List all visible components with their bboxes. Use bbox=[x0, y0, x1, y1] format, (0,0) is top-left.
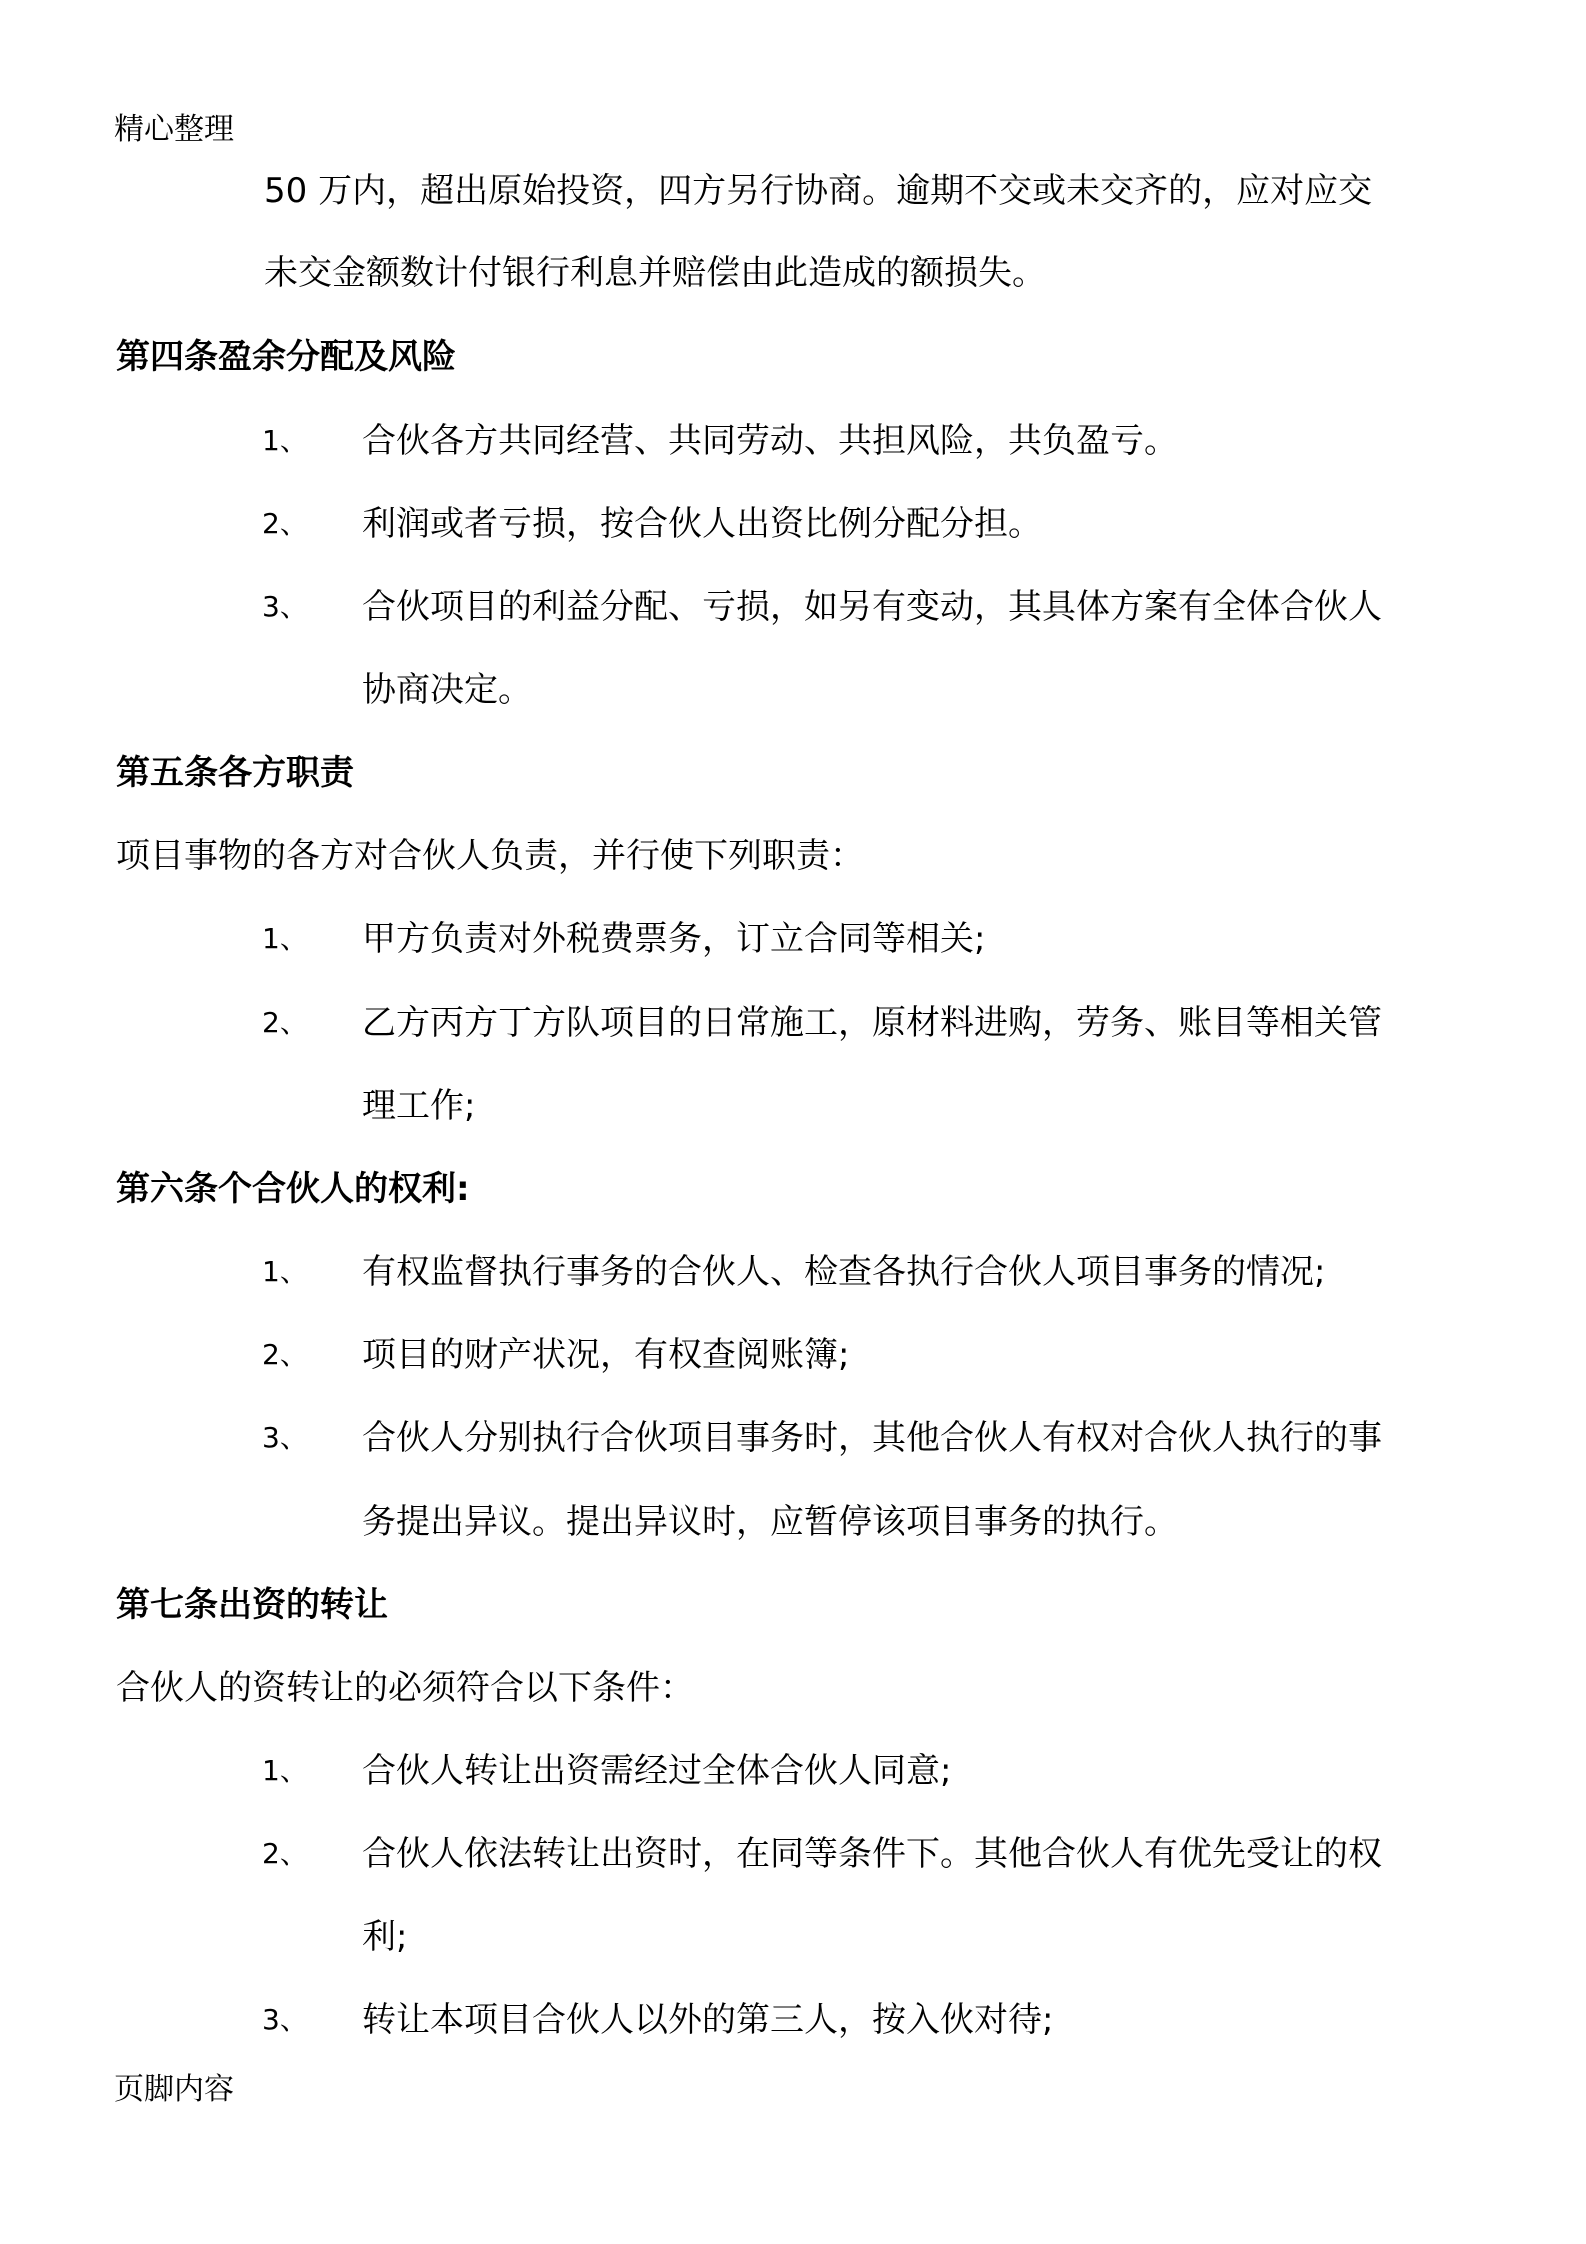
section-heading: 第六条个合伙人的权利: bbox=[116, 1169, 470, 1209]
list-number: 2、 bbox=[262, 1837, 308, 1870]
list-item: 乙方丙方丁方队项目的日常施工，原材料进购，劳务、账目等相关管 bbox=[362, 1003, 1382, 1043]
section-intro: 项目事物的各方对合伙人负责，并行使下列职责： bbox=[116, 836, 864, 876]
list-item-continuation: 利; bbox=[362, 1917, 408, 1957]
list-number: 2、 bbox=[262, 507, 308, 540]
continuation-line: 50 万内，超出原始投资，四方另行协商。逾期不交或未交齐的，应对应交 bbox=[264, 171, 1373, 211]
list-item-continuation: 协商决定。 bbox=[362, 670, 532, 710]
list-number: 3、 bbox=[262, 1421, 308, 1454]
list-item: 合伙各方共同经营、共同劳动、共担风险，共负盈亏。 bbox=[362, 421, 1178, 461]
list-item: 有权监督执行事务的合伙人、检查各执行合伙人项目事务的情况; bbox=[362, 1252, 1326, 1292]
list-number: 1、 bbox=[262, 1255, 308, 1288]
list-item: 合伙人转让出资需经过全体合伙人同意; bbox=[362, 1751, 952, 1791]
list-item-continuation: 理工作; bbox=[362, 1086, 476, 1126]
list-item: 合伙项目的利益分配、亏损，如另有变动，其具体方案有全体合伙人 bbox=[362, 587, 1382, 627]
section-heading: 第五条各方职责 bbox=[116, 753, 354, 793]
list-item-continuation: 务提出异议。提出异议时，应暂停该项目事务的执行。 bbox=[362, 1502, 1178, 1542]
list-number: 2、 bbox=[262, 1006, 308, 1039]
page-header: 精心整理 bbox=[114, 112, 234, 147]
list-item: 利润或者亏损，按合伙人出资比例分配分担。 bbox=[362, 504, 1042, 544]
list-item: 合伙人分别执行合伙项目事务时，其他合伙人有权对合伙人执行的事 bbox=[362, 1418, 1382, 1458]
section-heading: 第七条出资的转让 bbox=[116, 1585, 388, 1625]
page-footer: 页脚内容 bbox=[114, 2072, 234, 2107]
section-heading: 第四条盈余分配及风险 bbox=[116, 337, 456, 377]
list-number: 1、 bbox=[262, 922, 308, 955]
list-item: 甲方负责对外税费票务，订立合同等相关; bbox=[362, 919, 986, 959]
list-item: 转让本项目合伙人以外的第三人，按入伙对待; bbox=[362, 2000, 1054, 2040]
continuation-line: 未交金额数计付银行利息并赔偿由此造成的额损失。 bbox=[264, 253, 1046, 293]
list-number: 1、 bbox=[262, 1754, 308, 1787]
list-number: 1、 bbox=[262, 424, 308, 457]
section-intro: 合伙人的资转让的必须符合以下条件： bbox=[116, 1668, 694, 1708]
list-item: 合伙人依法转让出资时，在同等条件下。其他合伙人有优先受让的权 bbox=[362, 1834, 1382, 1874]
list-number: 3、 bbox=[262, 2003, 308, 2036]
list-number: 2、 bbox=[262, 1338, 308, 1371]
list-item: 项目的财产状况，有权查阅账簿; bbox=[362, 1335, 850, 1375]
list-number: 3、 bbox=[262, 590, 308, 623]
